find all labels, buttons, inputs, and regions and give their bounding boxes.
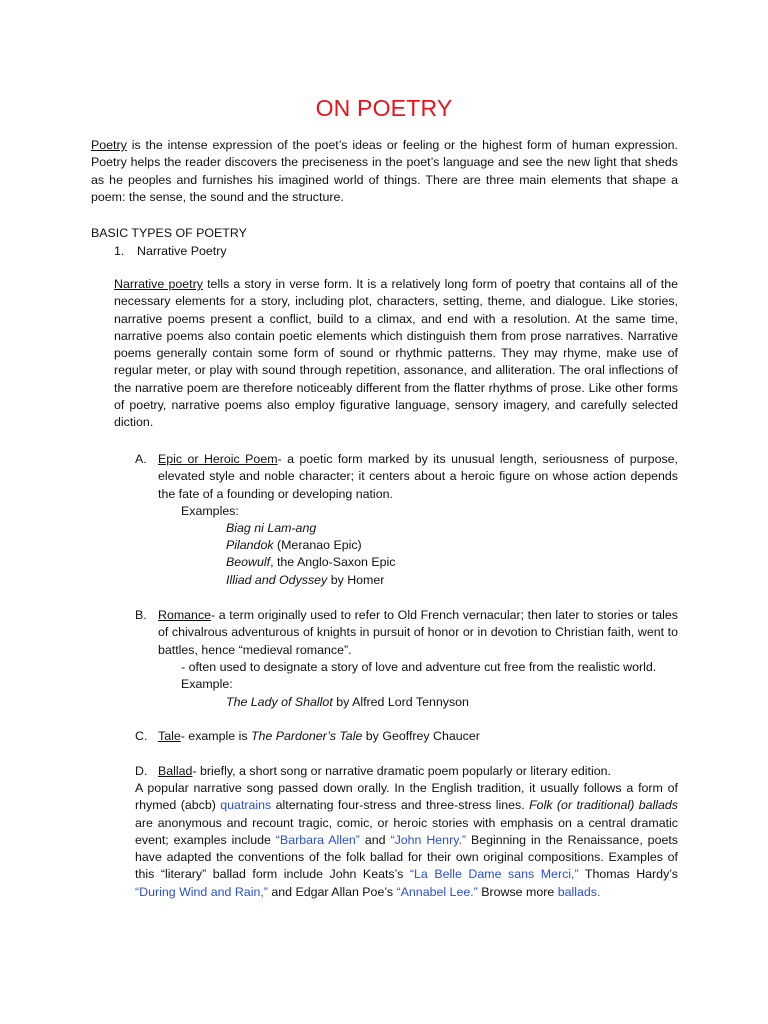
ballad-text-6: Thomas Hardy’s <box>578 867 678 882</box>
epic-text: - a poetic form marked by its unusual length, seriousness of purpose, elevated style and noble character; it centers about a heroic figure on whose action depends the fate of a founding or developing nation. <box>158 452 678 501</box>
intro-text: is the intense expression of the poet’s ideas or feeling or the highest form of human expression. Poetry helps the reader discovers the preciseness in the poet’s language and see the new light that sheds as he peoples and furnishes his imagined world of things. There are three main elements that shape a poem: the sense, the sound and the structure. <box>91 138 678 204</box>
ballad-text-3: are anonymous and recount tragic, comic, or heroic stories with emphasis on a central dramatic event; examples include <box>135 815 678 847</box>
romance-example <box>226 694 469 711</box>
ballad-letter: D. <box>135 764 148 778</box>
tale-term: Tale <box>158 729 181 743</box>
tale-title: The Pardoner’s Tale <box>250 729 363 743</box>
barbara-allen-link[interactable]: “Barbara Allen” <box>275 832 360 847</box>
narrative-term: Narrative poetry <box>114 277 203 291</box>
john-henry-link[interactable]: “John Henry.” <box>390 832 467 847</box>
ballad-text-1: A popular narrative song passed down orally. In the English tradition, it usually follows a form of rhymed (abcb) <box>135 781 678 813</box>
epic-example-4-rest: by Homer <box>327 573 385 587</box>
epic-example-4 <box>226 572 384 589</box>
basic-types-heading: BASIC TYPES OF POETRY <box>91 226 247 240</box>
intro-paragraph <box>91 137 678 206</box>
ballad-text-4: and <box>359 832 391 847</box>
tale-letter: C. <box>135 729 148 743</box>
epic-example-2-title: Pilandok <box>226 538 274 552</box>
romance-example-rest: by Alfred Lord Tennyson <box>332 695 469 709</box>
folk-ballads-term: Folk (or traditional) ballads <box>529 798 679 813</box>
epic-example-4-title: Illiad and Odyssey <box>226 573 328 587</box>
ballad-text-5: Beginning in the Renaissance, poets have adapted the conventions of the folk ballad for their own original compositions. Examples of this “literary” ballad form include John Keats’s <box>135 832 678 882</box>
romance-definition <box>158 607 678 659</box>
annabel-lee-link[interactable]: “Annabel Lee.” <box>396 884 478 899</box>
tale-text-prefix: - example is <box>180 729 251 743</box>
epic-example-2 <box>226 537 362 554</box>
epic-example-3 <box>226 554 395 571</box>
ballad-text-7: and Edgar Allan Poe’s <box>267 884 397 899</box>
ballad-definition <box>158 763 678 780</box>
epic-example-2-rest: (Meranao Epic) <box>273 538 362 552</box>
narrative-paragraph <box>114 276 678 432</box>
narrative-text: tells a story in verse form. It is a relatively long form of poetry that contains all of the necessary elements for a story, including plot, characters, setting, theme, and dialogue. Like stories, narrative poems present a conflict, build to a climax, and end with a resolution. At the same time, narrative poems also contain poetic elements which distinguish them from prose narratives. Narrative poems generally contain some form of sound or rhythmic patterns. They may rhyme, make use of regular meter, or play with sound through repetition, assonance, and alliteration. The oral inflections of the narrative poem are therefore noticeably different from the flatter rhythms of prose. Like other forms of poetry, narrative poems also employ figurative language, sensory imagery, and carefully selected diction. <box>114 277 678 430</box>
romance-example-title: The Lady of Shallot <box>226 695 333 709</box>
epic-example-3-title: Beowulf <box>226 555 271 569</box>
tale-text-suffix: by Geoffrey Chaucer <box>362 729 480 743</box>
narrative-item-number: 1. <box>114 244 125 258</box>
ballad-paragraph <box>135 780 678 901</box>
ballad-text-8: Browse more <box>477 884 558 899</box>
romance-term: Romance <box>158 608 212 622</box>
epic-example-3-rest: , the Anglo-Saxon Epic <box>270 555 396 569</box>
epic-examples-label: Examples: <box>181 504 239 518</box>
epic-definition <box>158 451 678 503</box>
epic-example-1 <box>226 520 316 537</box>
page-title: ON POETRY <box>315 95 453 121</box>
ballad-term: Ballad <box>158 764 193 778</box>
epic-example-1-title: Biag ni Lam-ang <box>226 521 317 535</box>
narrative-item-heading: Narrative Poetry <box>137 244 227 258</box>
ballad-text-2: alternating four-stress and three-stress lines. <box>271 798 530 813</box>
epic-letter: A. <box>135 452 147 466</box>
during-wind-and-rain-link[interactable]: “During Wind and Rain,” <box>135 884 268 899</box>
ballad-text: - briefly, a short song or narrative dramatic poem popularly or literary edition. <box>192 764 611 778</box>
romance-example-label: Example: <box>181 677 233 691</box>
quatrains-link[interactable]: quatrains <box>220 798 272 813</box>
intro-term: Poetry <box>91 138 127 152</box>
romance-letter: B. <box>135 608 147 622</box>
romance-note: - often used to designate a story of love and adventure cut free from the realistic world. <box>181 660 657 674</box>
ballads-link[interactable]: ballads. <box>557 884 601 899</box>
romance-text: - a term originally used to refer to Old French vernacular; then later to stories or tales of chivalrous adventurous of knights in pursuit of honor or in devotion to Christian faith, went to battles, hence “medieval romance”. <box>158 608 678 657</box>
tale-definition <box>158 728 678 745</box>
la-belle-dame-link[interactable]: “La Belle Dame sans Merci,” <box>409 867 579 882</box>
epic-term: Epic or Heroic Poem <box>158 452 278 466</box>
